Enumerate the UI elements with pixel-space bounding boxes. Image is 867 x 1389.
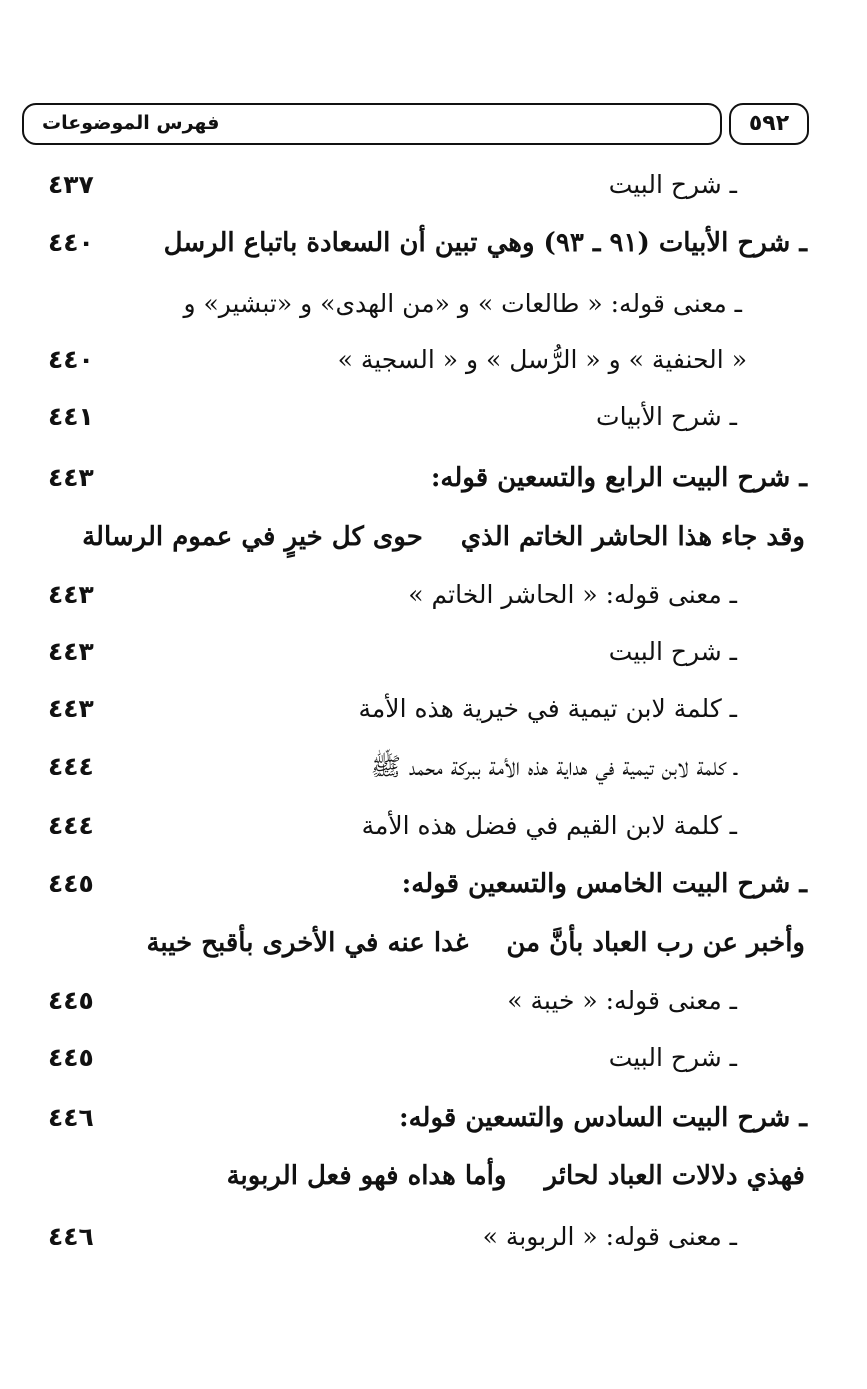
entry-text: ـ معنى قوله: « خيبة » [507,986,737,1015]
verse-second-hemistich: وأما هداه فهو فعل الربوبة [226,1161,507,1191]
header-title-box [22,103,722,145]
entry-page: ٤٤٣ [48,463,94,492]
entry-page: ٤٤٥ [48,869,94,898]
entry-text: ـ شرح البيت الخامس والتسعين قوله: [401,869,807,899]
index-entry [0,976,867,1026]
entry-page: ٤٤٤ [48,811,94,840]
entry-text: ـ شرح البيت [608,637,737,666]
entry-text: ـ شرح البيت الرابع والتسعين قوله: [430,463,807,493]
index-entry [0,335,867,385]
entry-page: ٤٤٠ [48,345,94,374]
entry-page: ٤٣٧ [48,170,94,199]
index-entry [0,570,867,620]
index-entry [0,627,867,677]
entry-page: ٤٤٦ [48,1222,94,1251]
entry-page: ٤٤٣ [48,580,94,609]
entry-page: ٤٤٥ [48,1043,94,1072]
index-entry [0,742,867,792]
index-entry [0,279,867,329]
entry-text: ـ معنى قوله: « طالعات » و «من الهدى» و «تبشير» و [183,289,742,318]
verse-second-hemistich: غدا عنه في الأخرى بأقبح خيبة [146,928,469,958]
entry-page: ٤٤٤ [48,752,94,781]
verse-first-hemistich: وأخبر عن رب العباد بأنَّ من [506,928,805,958]
index-entry [0,392,867,442]
page-number: ٥٩٢ [748,111,790,136]
entry-text: ـ شرح البيت [608,170,737,199]
index-entry [0,160,867,210]
verse-line [0,918,867,968]
section-title: فهرس الموضوعات [42,112,220,134]
verse-first-hemistich: وقد جاء هذا الحاشر الخاتم الذي [460,522,805,552]
index-entry [0,453,867,503]
entry-page: ٤٤٣ [48,694,94,723]
entry-page: ٤٤٦ [48,1103,94,1132]
entry-text: ـ معنى قوله: « الحاشر الخاتم » [408,580,737,609]
verse-first-hemistich: فهذي دلالات العباد لحائر [544,1161,805,1191]
entry-page: ٤٤٣ [48,637,94,666]
index-entry [0,1212,867,1262]
verse-line [0,512,867,562]
index-entry [0,1093,867,1143]
entry-text: ـ كلمة لابن تيمية في خيرية هذه الأمة [358,694,737,723]
verse-line [0,1151,867,1201]
verse-text [227,1151,805,1201]
verse-second-hemistich: حوى كل خيرٍ في عموم الرسالة [82,522,423,552]
entry-page: ٤٤١ [48,402,94,431]
entry-page: ٤٤٥ [48,986,94,1015]
index-entry [0,1033,867,1083]
entry-text: ـ شرح البيت السادس والتسعين قوله: [399,1103,807,1133]
entry-text: ـ شرح البيت [608,1043,737,1072]
entry-text: « الحنفية » و « الرُّسل » و « السجية » [337,345,747,374]
entry-text: ـ معنى قوله: « الربوبة » [482,1222,737,1251]
verse-text [82,512,805,562]
entry-text: ـ كلمة لابن القيم في فضل هذه الأمة [361,811,737,840]
verse-text [146,918,805,968]
header-page-number-box [729,103,809,145]
entry-text: ـ كلمة لابن تيمية في هداية هذه الأمة ببركة محمد ﷺ [370,752,737,781]
entry-text: ـ شرح الأبيات [596,402,737,431]
entry-page: ٤٤٠ [48,228,94,257]
index-entry [0,684,867,734]
entry-text: ـ شرح الأبيات (٩١ ـ ٩٣) وهي تبين أن السعادة باتباع الرسل [163,228,807,258]
index-entry [0,218,867,268]
index-entry [0,801,867,851]
index-entry [0,859,867,909]
